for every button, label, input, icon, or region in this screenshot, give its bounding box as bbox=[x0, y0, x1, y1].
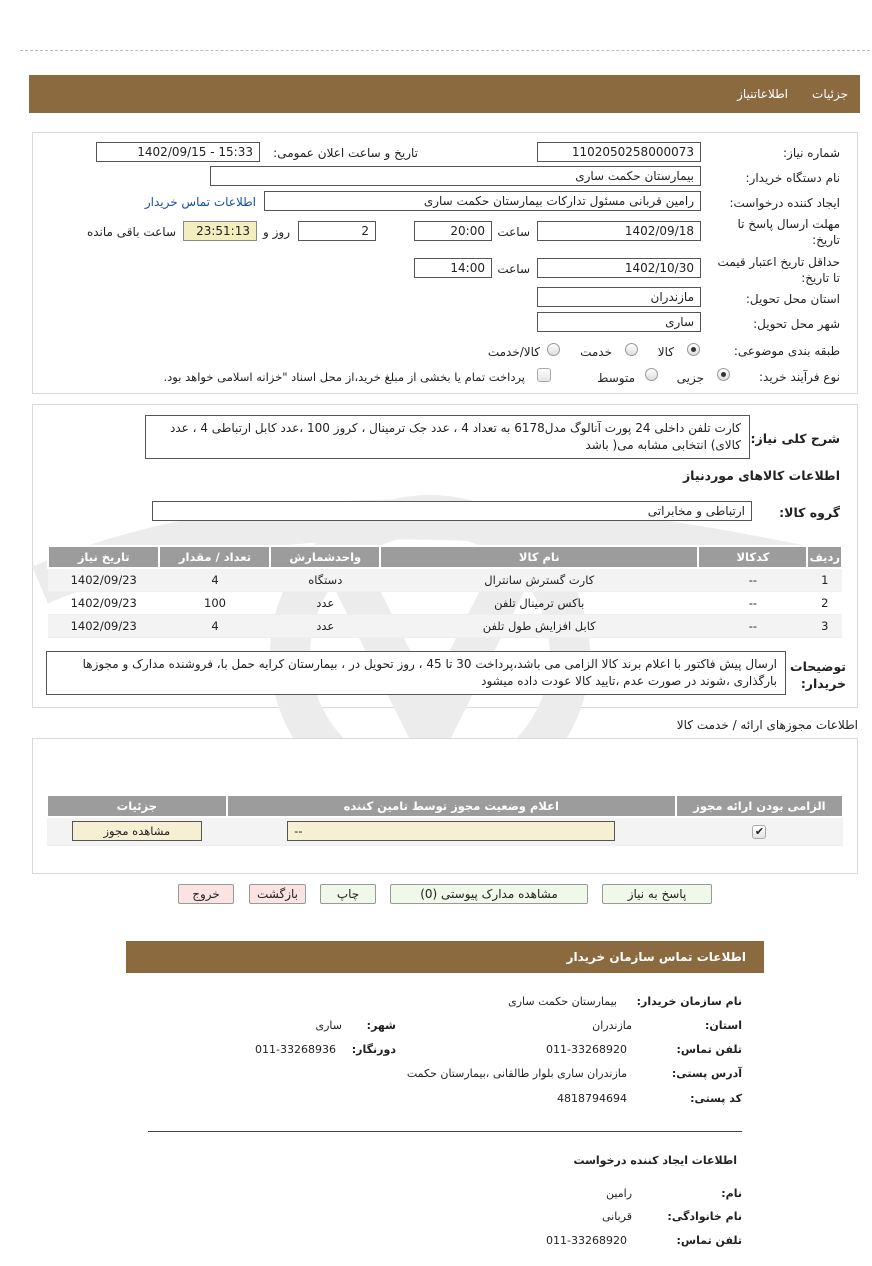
table-row bbox=[48, 568, 842, 591]
col-code: کدکالا bbox=[698, 546, 807, 568]
org-label: نام سازمان خریدار: bbox=[636, 995, 742, 1008]
creator-phone-value: 011-33268920 bbox=[546, 1234, 627, 1247]
contact-city-label: شهر: bbox=[366, 1019, 396, 1032]
process-radio-medium[interactable] bbox=[645, 368, 658, 381]
category-option-goods: کالا bbox=[657, 345, 674, 359]
creator-family-value: قربانی bbox=[602, 1210, 632, 1223]
cell-row: 2 bbox=[807, 591, 842, 614]
address-value: مازندران ساری بلوار طالقانی ،بیمارستان حکمت bbox=[406, 1067, 627, 1080]
deadline-label: مهلت ارسال پاسخ تا تاریخ: bbox=[737, 217, 840, 247]
postal-value: 4818794694 bbox=[557, 1092, 627, 1105]
cell-qty: 100 bbox=[159, 591, 270, 614]
contact-city-value: ساری bbox=[315, 1019, 342, 1032]
col-date: تاریخ نیاز bbox=[48, 546, 159, 568]
col-qty: تعداد / مقدار bbox=[159, 546, 270, 568]
city-field: ساری bbox=[537, 312, 701, 332]
back-button[interactable]: بازگشت bbox=[249, 884, 306, 904]
col-name: نام کالا bbox=[380, 546, 698, 568]
buyer-label: نام دستگاه خریدار: bbox=[745, 171, 840, 185]
province-field: مازندران bbox=[537, 287, 701, 307]
category-radio-service[interactable] bbox=[625, 343, 638, 356]
category-radio-both[interactable] bbox=[547, 343, 560, 356]
contact-province-value: مازندران bbox=[592, 1019, 632, 1032]
cell-permit-details bbox=[47, 817, 227, 845]
cell-name: کارت گسترش سانترال bbox=[380, 568, 698, 591]
description-text: کارت تلفن داخلی 24 پورت آنالوگ مدل6178 به تعداد 4 ، عدد جک ترمینال ، کروز 100 ،عدد کابل ارتباطی 4 ، عدد کالای) انتخابی مشابه می( باشد bbox=[170, 421, 741, 452]
validity-label: حداقل تاریخ اعتبار قیمت تا تاریخ: bbox=[717, 255, 840, 285]
org-value: بیمارستان حکمت ساری bbox=[508, 995, 617, 1008]
cell-unit: عدد bbox=[270, 591, 380, 614]
validity-time-field: 14:00 bbox=[414, 258, 492, 278]
need-number-field: 1102050258000073 bbox=[537, 142, 701, 162]
remaining-time-field: 23:51:13 bbox=[183, 221, 257, 241]
deadline-time-field: 20:00 bbox=[414, 221, 492, 241]
category-option-both: کالا/خدمت bbox=[487, 345, 540, 359]
days-field: 2 bbox=[298, 221, 376, 241]
table-row bbox=[48, 591, 842, 614]
cell-code: -- bbox=[698, 614, 807, 637]
description-box bbox=[145, 415, 750, 459]
goods-group-label: گروه کالا: bbox=[779, 505, 840, 520]
buyer-field: بیمارستان حکمت ساری bbox=[210, 166, 701, 186]
header-bar bbox=[29, 75, 860, 113]
contact-divider bbox=[148, 1131, 742, 1132]
validity-date-field: 1402/10/30 bbox=[537, 258, 701, 278]
creator-phone-label: تلفن تماس: bbox=[676, 1234, 742, 1247]
col-permit-status: اعلام وضعیت مجوز توسط تامین کننده bbox=[227, 795, 676, 817]
city-label: شهر محل تحویل: bbox=[753, 317, 840, 331]
days-label: روز و bbox=[263, 225, 290, 239]
reply-button[interactable]: پاسخ به نیاز bbox=[602, 884, 712, 904]
buyer-contact-link[interactable]: اطلاعات تماس خریدار bbox=[144, 195, 256, 209]
need-number-label: شماره نیاز: bbox=[783, 146, 840, 160]
category-radio-goods[interactable] bbox=[687, 343, 700, 356]
cell-name: کابل افزایش طول تلفن bbox=[380, 614, 698, 637]
permits-title: اطلاعات مجوزهای ارائه / خدمت کالا bbox=[676, 718, 858, 732]
buyer-notes-label: توضیحات خریدار: bbox=[790, 659, 846, 691]
cell-qty: 4 bbox=[159, 568, 270, 591]
cell-permit-status bbox=[227, 817, 676, 845]
category-label: طبقه بندی موضوعی: bbox=[733, 344, 840, 358]
cell-unit: عدد bbox=[270, 614, 380, 637]
goods-table-header bbox=[48, 546, 842, 568]
cell-name: باکس ترمینال تلفن bbox=[380, 591, 698, 614]
postal-label: کد پستی: bbox=[690, 1092, 742, 1105]
buyer-notes-text: ارسال پیش فاکتور با اعلام برند کالا الزامی می باشد،پرداخت 30 تا 45 ، روز تحویل در ، بیمارستان کرایه حمل با، فروشنده مدارک و مجوزها بارگذاری ،شوند در صورت عدم ،تایید کالا عودت داده میشود bbox=[82, 657, 777, 688]
permits-table-header bbox=[47, 795, 843, 817]
cell-qty: 4 bbox=[159, 614, 270, 637]
buyer-notes-box bbox=[46, 651, 786, 695]
print-button[interactable]: چاپ bbox=[320, 884, 376, 904]
contact-title: اطلاعات تماس سازمان خریدار bbox=[566, 950, 746, 964]
exit-button[interactable]: خروج bbox=[178, 884, 234, 904]
payment-treasury-checkbox[interactable] bbox=[537, 368, 551, 382]
deadline-date-field: 1402/09/18 bbox=[537, 221, 701, 241]
remaining-label: ساعت باقی مانده bbox=[86, 225, 176, 239]
goods-group-field: ارتباطی و مخابراتی bbox=[152, 501, 752, 521]
col-row: ردیف bbox=[807, 546, 842, 568]
cell-date: 1402/09/23 bbox=[48, 568, 159, 591]
address-label: آدرس پستی: bbox=[671, 1067, 742, 1080]
cell-unit: دستگاه bbox=[270, 568, 380, 591]
deadline-time-label: ساعت bbox=[497, 225, 530, 239]
table-row bbox=[48, 614, 842, 637]
table-row bbox=[47, 817, 843, 845]
validity-time-label: ساعت bbox=[497, 262, 530, 276]
top-divider bbox=[20, 50, 870, 51]
cell-code: -- bbox=[698, 568, 807, 591]
creator-field: رامین قربانی مسئول تدارکات بیمارستان حکمت ساری bbox=[264, 191, 701, 211]
tab-details[interactable]: جزئیات bbox=[812, 87, 848, 101]
permit-required-checkbox: ✔ bbox=[752, 825, 766, 839]
cell-date: 1402/09/23 bbox=[48, 591, 159, 614]
contact-title-bar bbox=[126, 941, 764, 973]
announce-field: 1402/09/15 - 15:33 bbox=[96, 142, 260, 162]
cell-row: 3 bbox=[807, 614, 842, 637]
process-option-medium: متوسط bbox=[597, 371, 635, 385]
announce-label: تاریخ و ساعت اعلان عمومی: bbox=[273, 146, 418, 160]
cell-permit-required bbox=[676, 817, 843, 845]
payment-note: پرداخت تمام یا بخشی از مبلغ خرید،از محل اسناد "خزانه اسلامی خواهد بود. bbox=[163, 370, 525, 384]
goods-info-title: اطلاعات کالاهای موردنیاز bbox=[682, 468, 840, 483]
creator-family-label: نام خانوادگی: bbox=[667, 1210, 742, 1223]
view-documents-button[interactable]: مشاهده مدارک پیوستی (0) bbox=[390, 884, 588, 904]
contact-province-label: استان: bbox=[705, 1019, 742, 1032]
fax-label: دورنگار: bbox=[351, 1043, 396, 1056]
contact-phone-label: تلفن تماس: bbox=[676, 1043, 742, 1056]
description-label: شرح کلی نیاز: bbox=[750, 431, 840, 446]
tab-need-info[interactable]: اطلاعاتنیاز bbox=[737, 87, 788, 101]
creator-name-label: نام: bbox=[721, 1187, 742, 1200]
creator-info-title: اطلاعات ایجاد کننده درخواست bbox=[573, 1154, 737, 1167]
process-label: نوع فرآیند خرید: bbox=[759, 370, 840, 384]
process-radio-minor[interactable] bbox=[717, 368, 730, 381]
col-unit: واحدشمارش bbox=[270, 546, 380, 568]
cell-row: 1 bbox=[807, 568, 842, 591]
permits-table bbox=[46, 794, 844, 846]
creator-name-value: رامین bbox=[606, 1187, 632, 1200]
view-permit-button[interactable]: مشاهده مجوز bbox=[72, 821, 202, 841]
col-permit-required: الزامی بودن ارائه مجوز bbox=[676, 795, 843, 817]
col-permit-details: جزئیات bbox=[47, 795, 227, 817]
category-option-service: خدمت bbox=[580, 345, 612, 359]
fax-value: 011-33268936 bbox=[255, 1043, 336, 1056]
process-option-minor: جزیی bbox=[676, 371, 704, 385]
permit-status-field: -- bbox=[287, 821, 615, 841]
goods-table bbox=[47, 545, 843, 638]
province-label: استان محل تحویل: bbox=[745, 292, 840, 306]
contact-phone-value: 011-33268920 bbox=[546, 1043, 627, 1056]
cell-code: -- bbox=[698, 591, 807, 614]
creator-label: ایجاد کننده درخواست: bbox=[729, 196, 840, 210]
cell-date: 1402/09/23 bbox=[48, 614, 159, 637]
